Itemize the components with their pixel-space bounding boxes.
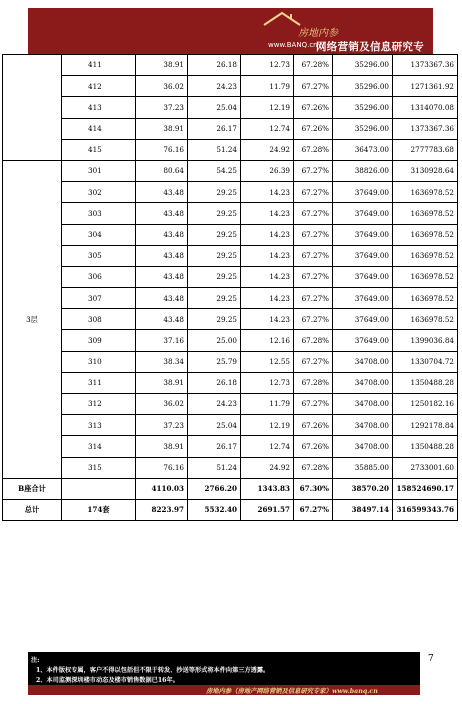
table-row [3, 478, 458, 499]
value-cell: 14.23 [241, 224, 294, 245]
value-cell: 67.30% [294, 478, 333, 499]
value-cell: 67.28% [294, 330, 333, 351]
value-cell: 1373367.36 [393, 118, 458, 139]
value-cell: 29.25 [188, 309, 241, 330]
value-cell: 37649.00 [333, 309, 393, 330]
value-cell: 43.48 [136, 309, 188, 330]
value-cell: 12.16 [241, 330, 294, 351]
table-row [3, 415, 458, 436]
value-cell: 14.23 [241, 309, 294, 330]
value-cell: 25.04 [188, 97, 241, 118]
note-monitoring: 2、本司监测深圳楼市动态及楼市销售数据已16年。 [36, 677, 179, 684]
value-cell: 25.04 [188, 415, 241, 436]
value-cell: 36.02 [136, 76, 188, 97]
value-cell: 26.39 [241, 160, 294, 181]
note-copyright: 1、本件版权专属，客户不得以包括但不限于转发、抄送等形式将本件向第三方透露。 [36, 667, 270, 674]
value-cell: 67.27% [294, 288, 333, 309]
value-cell: 12.19 [241, 415, 294, 436]
value-cell: 11.79 [241, 76, 294, 97]
summary-label: 总计 [3, 499, 62, 520]
value-cell: 1250182.16 [393, 394, 458, 415]
table-row [3, 266, 458, 287]
value-cell: 12.74 [241, 118, 294, 139]
value-cell: 29.25 [188, 266, 241, 287]
unit-number: 307 [62, 288, 136, 309]
value-cell: 26.17 [188, 118, 241, 139]
value-cell: 14.23 [241, 182, 294, 203]
value-cell: 34708.00 [333, 351, 393, 372]
unit-number: 314 [62, 436, 136, 457]
table-row [3, 394, 458, 415]
footer-notes [28, 652, 420, 695]
value-cell: 12.73 [241, 55, 294, 76]
value-cell: 12.74 [241, 436, 294, 457]
value-cell: 26.18 [188, 55, 241, 76]
table-row [3, 330, 458, 351]
value-cell: 25.79 [188, 351, 241, 372]
unit-number: 312 [62, 394, 136, 415]
value-cell: 1330704.72 [393, 351, 458, 372]
value-cell: 1350488.28 [393, 436, 458, 457]
unit-number: 308 [62, 309, 136, 330]
sales-table [2, 54, 458, 521]
value-cell: 1636978.52 [393, 203, 458, 224]
value-cell: 14.23 [241, 266, 294, 287]
unit-number: 412 [62, 76, 136, 97]
table-row [3, 457, 458, 478]
value-cell: 76.16 [136, 139, 188, 160]
value-cell: 1373367.36 [393, 55, 458, 76]
value-cell: 67.28% [294, 372, 333, 393]
unit-number: 310 [62, 351, 136, 372]
value-cell: 67.27% [294, 309, 333, 330]
unit-count: 174套 [62, 499, 136, 520]
unit-number: 301 [62, 160, 136, 181]
page-number: 7 [428, 654, 434, 664]
value-cell: 36473.00 [333, 139, 393, 160]
value-cell: 1314070.08 [393, 97, 458, 118]
value-cell: 8223.97 [136, 499, 188, 520]
value-cell: 38497.14 [333, 499, 393, 520]
table-row [3, 139, 458, 160]
value-cell: 11.79 [241, 394, 294, 415]
table-row [3, 160, 458, 181]
unit-number: 411 [62, 55, 136, 76]
value-cell: 38570.20 [333, 478, 393, 499]
value-cell: 67.28% [294, 457, 333, 478]
value-cell: 35885.00 [333, 457, 393, 478]
footer-brand: 房地内参（房地产网络营销及信息研究专家）www.banq.cn [206, 688, 378, 695]
unit-number: 313 [62, 415, 136, 436]
value-cell: 67.28% [294, 139, 333, 160]
value-cell: 5532.40 [188, 499, 241, 520]
value-cell: 67.27% [294, 499, 333, 520]
value-cell: 67.27% [294, 76, 333, 97]
table-row [3, 182, 458, 203]
value-cell: 34708.00 [333, 436, 393, 457]
value-cell: 67.26% [294, 436, 333, 457]
unit-number: 302 [62, 182, 136, 203]
value-cell: 67.27% [294, 224, 333, 245]
value-cell: 1271361.92 [393, 76, 458, 97]
value-cell: 38.91 [136, 372, 188, 393]
value-cell: 1636978.52 [393, 224, 458, 245]
value-cell: 67.26% [294, 97, 333, 118]
value-cell: 67.27% [294, 266, 333, 287]
table-row [3, 351, 458, 372]
value-cell: 43.48 [136, 245, 188, 266]
value-cell: 14.23 [241, 203, 294, 224]
table-row [3, 224, 458, 245]
value-cell: 29.25 [188, 245, 241, 266]
unit-number: 413 [62, 97, 136, 118]
value-cell: 29.25 [188, 288, 241, 309]
value-cell: 37.16 [136, 330, 188, 351]
table-row [3, 309, 458, 330]
value-cell: 14.23 [241, 288, 294, 309]
value-cell: 43.48 [136, 266, 188, 287]
value-cell: 1636978.52 [393, 245, 458, 266]
value-cell: 80.64 [136, 160, 188, 181]
value-cell: 67.27% [294, 160, 333, 181]
table-body [3, 55, 458, 521]
value-cell: 4110.03 [136, 478, 188, 499]
value-cell: 43.48 [136, 288, 188, 309]
value-cell: 12.73 [241, 372, 294, 393]
value-cell: 25.00 [188, 330, 241, 351]
value-cell: 24.92 [241, 139, 294, 160]
value-cell: 29.25 [188, 224, 241, 245]
value-cell: 34708.00 [333, 415, 393, 436]
unit-number: 309 [62, 330, 136, 351]
value-cell: 316599343.76 [393, 499, 458, 520]
value-cell: 158524690.17 [393, 478, 458, 499]
table-row [3, 118, 458, 139]
value-cell: 24.92 [241, 457, 294, 478]
value-cell: 67.27% [294, 394, 333, 415]
value-cell: 43.48 [136, 203, 188, 224]
value-cell: 43.48 [136, 182, 188, 203]
value-cell: 38.91 [136, 436, 188, 457]
value-cell: 12.19 [241, 97, 294, 118]
table-row [3, 245, 458, 266]
value-cell: 38.91 [136, 55, 188, 76]
unit-number: 315 [62, 457, 136, 478]
value-cell: 67.27% [294, 351, 333, 372]
table-row [3, 76, 458, 97]
brand-name: 房地内参 [298, 28, 338, 39]
value-cell: 34708.00 [333, 394, 393, 415]
header-banner [28, 8, 433, 54]
unit-number: 305 [62, 245, 136, 266]
value-cell: 67.27% [294, 182, 333, 203]
value-cell: 37649.00 [333, 245, 393, 266]
value-cell: 67.27% [294, 203, 333, 224]
table-row [3, 372, 458, 393]
floor-cell: 3层 [3, 160, 62, 478]
value-cell: 37649.00 [333, 203, 393, 224]
value-cell: 35296.00 [333, 76, 393, 97]
header-title: 网络营销及信息研究专 [316, 41, 424, 53]
brand-site: www.BANQ.cn [268, 41, 318, 49]
unit-number: 414 [62, 118, 136, 139]
value-cell: 67.28% [294, 55, 333, 76]
value-cell: 24.23 [188, 76, 241, 97]
value-cell: 34708.00 [333, 372, 393, 393]
table-row [3, 499, 458, 520]
value-cell: 1636978.52 [393, 309, 458, 330]
value-cell: 51.24 [188, 139, 241, 160]
value-cell: 37649.00 [333, 182, 393, 203]
note-label: 注: [31, 657, 40, 664]
value-cell: 35296.00 [333, 118, 393, 139]
value-cell: 12.55 [241, 351, 294, 372]
value-cell: 37649.00 [333, 330, 393, 351]
value-cell: 51.24 [188, 457, 241, 478]
value-cell: 35296.00 [333, 55, 393, 76]
value-cell: 2733001.60 [393, 457, 458, 478]
value-cell: 35296.00 [333, 97, 393, 118]
value-cell: 3130928.64 [393, 160, 458, 181]
value-cell: 29.25 [188, 182, 241, 203]
value-cell: 36.02 [136, 394, 188, 415]
unit-number: 415 [62, 139, 136, 160]
value-cell: 1636978.52 [393, 266, 458, 287]
unit-count [62, 478, 136, 499]
value-cell: 43.48 [136, 224, 188, 245]
table-row [3, 203, 458, 224]
unit-number: 306 [62, 266, 136, 287]
floor-cell [3, 55, 62, 161]
value-cell: 37649.00 [333, 224, 393, 245]
table-row [3, 288, 458, 309]
value-cell: 37.23 [136, 415, 188, 436]
value-cell: 29.25 [188, 203, 241, 224]
house-logo-icon [262, 11, 302, 33]
unit-number: 303 [62, 203, 136, 224]
value-cell: 67.26% [294, 118, 333, 139]
value-cell: 37.23 [136, 97, 188, 118]
value-cell: 1350488.28 [393, 372, 458, 393]
value-cell: 2777783.68 [393, 139, 458, 160]
unit-number: 304 [62, 224, 136, 245]
value-cell: 76.16 [136, 457, 188, 478]
value-cell: 67.26% [294, 415, 333, 436]
value-cell: 1636978.52 [393, 182, 458, 203]
value-cell: 24.23 [188, 394, 241, 415]
value-cell: 1399036.84 [393, 330, 458, 351]
table-row [3, 55, 458, 76]
value-cell: 1343.83 [241, 478, 294, 499]
unit-number: 311 [62, 372, 136, 393]
footer-bar [28, 685, 420, 695]
value-cell: 1636978.52 [393, 288, 458, 309]
value-cell: 1292178.84 [393, 415, 458, 436]
value-cell: 26.18 [188, 372, 241, 393]
table-row [3, 436, 458, 457]
value-cell: 38.91 [136, 118, 188, 139]
value-cell: 54.25 [188, 160, 241, 181]
value-cell: 26.17 [188, 436, 241, 457]
value-cell: 2691.57 [241, 499, 294, 520]
value-cell: 14.23 [241, 245, 294, 266]
value-cell: 38.34 [136, 351, 188, 372]
value-cell: 37649.00 [333, 266, 393, 287]
value-cell: 37649.00 [333, 288, 393, 309]
value-cell: 2766.20 [188, 478, 241, 499]
summary-label: B座合计 [3, 478, 62, 499]
table-row [3, 97, 458, 118]
value-cell: 38826.00 [333, 160, 393, 181]
value-cell: 67.27% [294, 245, 333, 266]
